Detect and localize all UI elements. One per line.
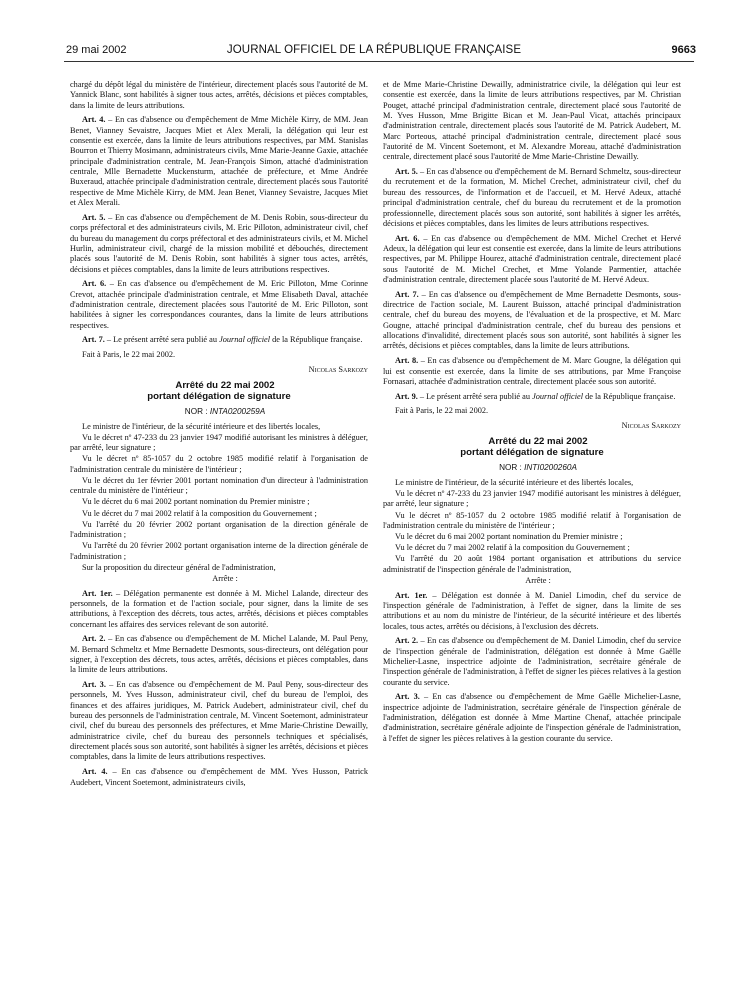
header-date: 29 mai 2002 (66, 44, 127, 56)
article (70, 279, 368, 331)
visa: Vu le décret nº 85-1057 du 2 octobre 1985 modifié relatif à l'organisation de l'administration centrale du ministère de l'intérieur ; (383, 510, 681, 530)
journal-officiel-ref: Journal officiel (532, 391, 584, 401)
visa: Le ministre de l'intérieur, de la sécurité intérieure et des libertés locales, (82, 421, 321, 431)
visas (383, 478, 681, 575)
article (70, 115, 368, 208)
article-label: Art. 1er. (395, 590, 428, 600)
article-label: Art. 2. (395, 636, 419, 646)
visa: Vu le décret du 6 mai 2002 portant nomination du Premier ministre ; (395, 532, 623, 542)
visa: Sur la proposition du directeur général de l'administration, (82, 562, 276, 572)
signature: Nicolas Sarkozy (308, 364, 368, 374)
visa: Le ministre de l'intérieur, de la sécurité intérieure et des libertés locales, (395, 477, 634, 487)
article: Art. 3. – En cas d'absence ou d'empêchement de M. Paul Peny, sous-directeur des personnels, M. Yves Husson, administrateur civil, chef du bureau de l'emploi, des finances et des affaires juridiques, M. Patrick Audebert, administrateur civil, chef du bureau des personnels de l'administration centrale, M. Vincent Soetemont, administrateur civil, chef du bureau des personnels des préfectures, et Mme Marie-Christine Dewailly, administratrice civile, chef du bureau des personnels techniques et spécialisés, directement placés sous son autorité, sont habilités à signer les arrêtés, décisions et pièces comptables, dans la limite de leurs attributions respectives. (70, 680, 368, 762)
article: Art. 7. – Le présent arrêté sera publié au Journal officiel de la République française. (82, 335, 363, 345)
visa: Vu le décret nº 85-1057 du 2 octobre 1985 modifié relatif à l'organisation de l'administration centrale du ministère de l'intérieur ; (70, 454, 368, 474)
visa: Vu l'arrêté du 20 août 1984 portant organisation et attributions du service administratif de l'inspection générale de l'administration, (383, 554, 681, 574)
visa: Vu le décret du 7 mai 2002 relatif à la composition du Gouvernement ; (395, 543, 630, 553)
arrete-heading: Arrête : (212, 573, 238, 583)
article: Art. 9. – Le présent arrêté sera publié au Journal officiel de la République française. (395, 391, 676, 401)
article-text: – En cas d'absence ou d'empêchement de M. Eric Pilloton, Mme Corinne Crevot, attachée principale d'administration centrale, et Mme Elisabeth Daval, attachée d'administration centrale, directement placées sous l'autorité de M. Eric Pilloton, sont habilitées à signer les correspondances courantes, dans la limite de leurs attributions respectives. (70, 279, 368, 330)
visa: Vu le décret du 6 mai 2002 portant nomination du Premier ministre ; (82, 497, 310, 507)
fait-a-paris: Fait à Paris, le 22 mai 2002. (82, 350, 176, 360)
article-label: Art. 5. (395, 167, 418, 177)
article-label: Art. 3. (395, 692, 420, 702)
nor-reference: NOR : INTA0200259A (184, 407, 266, 417)
signature: Nicolas Sarkozy (621, 421, 681, 431)
article-label: Art. 2. (82, 634, 106, 644)
header-rule (64, 61, 694, 62)
article: Art. 6. – En cas d'absence ou d'empêchement de MM. Michel Crechet et Hervé Adeux, la délégation qui leur est consentie est exercée, dans la limite de leurs attributions respectives, par M. Philippe Hourez, attaché d'administration centrale, directement placé sous l'autorité de M. Michel Crechet, et Mme Yolande Parmentier, attachée d'administration centrale, directement placée sous l'autorité de M. Hervé Adeux. (383, 233, 682, 284)
paragraph: chargé du dépôt légal du ministère de l'intérieur, directement placés sous l'autorité de M. Yannick Blanc, sont habilités à signer tous actes, arrêtés, décisions et pièces comptables, dans la limite de leurs attributions. (70, 80, 368, 110)
visa: Vu le décret nº 47-233 du 23 janvier 1947 modifié autorisant les ministres à déléguer, par arrêté, leur signature ; (383, 489, 681, 509)
article: Art. 2. – En cas d'absence ou d'empêchement de M. Daniel Limodin, chef du service de l'inspection générale de l'administration, délégation est donnée à Mme Gaëlle Michelier-Lasne, inspectrice adjointe de l'administration, secrétaire générale de l'inspection générale de l'administration, à l'effet de signer les pièces relatives à la gestion courante du service. (383, 636, 682, 687)
article-label: Art. 3. (82, 680, 106, 690)
paragraph: et de Mme Marie-Christine Dewailly, administratrice civile, la délégation qui leur est consentie est exercée, dans la limite de leurs attributions respectives, par M. Christian Pouget, attaché principal d'administration centrale, directement placé sous l'autorité de M. Yves Husson, Mme Brigitte Bican et M. Jean-Paul Vicat, attachés principaux d'administration centrale, directement placés sous l'autorité de M. Patrick Audebert, M. Marc Porteous, attaché principal d'administration centrale, directement placé sous l'autorité de M. Vincent Soetemont, et M. Alexandre Moreau, attaché d'administration centrale, directement placé sous l'autorité de Mme Marie-Christine Dewailly. (383, 80, 681, 162)
visas (70, 422, 368, 573)
article: Art. 7. – En cas d'absence ou d'empêchement de Mme Bernadette Desmonts, sous-directrice de l'action sociale, M. Laurent Buisson, attaché principal d'administration centrale, chef du bureau des moyens, de l'évaluation et de la prospective, et M. Marc Gougne, attaché principal d'administration centrale, chef du bureau des pensions et allocations d'invalidité, directement placés sous son autorité, sont habilités à signer les arrêtés, décisions et pièces comptables, dans la limite de leurs attributions. (383, 289, 681, 351)
fait-a-paris: Fait à Paris, le 22 mai 2002. (395, 406, 489, 416)
visa: Vu le décret du 7 mai 2002 relatif à la composition du Gouvernement ; (82, 508, 317, 518)
article-label: Art. 5. (82, 212, 106, 222)
article-text: – En cas d'absence ou d'empêchement de M. Denis Robin, sous-directeur du corps préfectoral et des administrateurs civils, M. Eric Pilloton, administrateur civil, chef du bureau du management du corps préfectoral et des administrateurs civils, et M. Michel Hurlin, administrateur civil, chargé de la mission mobilité et débouchés, directement placés sous l'autorité de M. Denis Robin, sont habilités à signer tous actes, arrêtés, décisions et pièces comptables, dans la limite de leurs attributions respectives. (70, 212, 368, 274)
visa: Vu l'arrêté du 20 février 2002 portant organisation interne de la direction générale de l'administration ; (70, 541, 368, 561)
arrete-heading: Arrête : (525, 575, 551, 585)
page-header (0, 0, 748, 60)
arrete-title: Arrêté du 22 mai 2002 portant délégation de signature (147, 379, 291, 403)
visa: Vu le décret du 1er février 2001 portant nomination d'un directeur à l'administration centrale du ministère de l'intérieur ; (70, 475, 368, 496)
article: Art. 1er. – Délégation permanente est donnée à M. Michel Lalande, directeur des personnels, de la formation et de l'action sociale, pour signer, dans la limite de ses attributions, à l'exception des décrets, tous actes, arrêtés, décisions et pièces comptables concernant les affaires des services relevant de son autorité. (70, 588, 368, 629)
article: Art. 1er. – Délégation est donnée à M. Daniel Limodin, chef du service de l'inspection générale de l'administration, à l'effet de signer, dans la limite de ses attributions et au nom du ministre de l'intérieur, de la sécurité intérieure et des libertés locales, tous actes, arrêtés ou décisions, à l'exclusion des décrets. (383, 590, 681, 631)
article-label: Art. 1er. (82, 588, 113, 598)
header-journal-title: JOURNAL OFFICIEL DE LA RÉPUBLIQUE FRANÇAISE (226, 44, 522, 56)
article-label: Art. 9. (395, 391, 418, 401)
article-label: Art. 4. (82, 115, 106, 125)
article: Art. 8. – En cas d'absence ou d'empêchement de M. Marc Gougne, la délégation qui lui est consentie est exercée, dans la limite de ses attributions, par Mme Françoise Fornasari, attachée d'administration centrale, directement placée sous son autorité. (383, 356, 681, 386)
article: Art. 5. – En cas d'absence ou d'empêchement de M. Bernard Schmeltz, sous-directeur du recrutement et de la formation, M. Michel Crechet, administrateur civil, chef du bureau des ressources, de l'information et de l'accueil, et M. Hervé Adeux, attaché principal d'administration centrale, chef du bureau du recrutement et de la promotion professionnelle, directement placés sous son autorité, sont habilités à signer les arrêtés, décisions et pièces comptables, dans les limites de leurs attributions respectives. (383, 167, 681, 228)
article: Art. 4. – En cas d'absence ou d'empêchement de MM. Yves Husson, Patrick Audebert, Vincent Soetemont, administrateurs civils, (70, 767, 369, 787)
article-label: Art. 4. (82, 767, 108, 777)
article-label: Art. 6. (82, 279, 107, 289)
nor-reference: NOR : INTI0200260A (499, 463, 577, 473)
article-text: – En cas d'absence ou d'empêchement de Mme Michèle Kirry, de MM. Jean Benet, Vianney Sevaistre, Jacques Miet et Alex Merali, la délégation qui leur est consentie est exercée, dans la limite de leurs attributions respectives, par MM. Stanislas Bourron et Thierry Mosimann, administrateurs civils, Mme Marie-Jeanne Gaxie, attachée principale d'administration centrale, M. Jean-François Simon, attaché d'administration centrale, Mlle Bernadette Muckensturm, attachée de préfecture, et Mme Andrée Buxeraud, attachée principale d'administration centrale, directement placés sous l'autorité respective de Mme Michèle Kirry, de MM. Jean Benet, Vianney Sevaistre, Jacques Miet et Alex Merali. (70, 115, 368, 208)
visa: Vu l'arrêté du 20 février 2002 portant organisation de la direction générale de l'administration ; (70, 519, 368, 540)
arrete-title: Arrêté du 22 mai 2002 portant délégation de signature (460, 435, 604, 459)
journal-officiel-ref: Journal officiel (219, 335, 271, 345)
article-label: Art. 7. (395, 289, 419, 299)
article-label: Art. 6. (395, 233, 420, 243)
visa: Vu le décret nº 47-233 du 23 janvier 1947 modifié autorisant les ministres à déléguer, par arrêté, leur signature ; (70, 432, 368, 453)
header-page-number: 9663 (671, 44, 696, 56)
right-column (383, 80, 681, 749)
article-label: Art. 8. (395, 356, 419, 366)
article (70, 213, 368, 275)
article-label: Art. 7. (82, 335, 105, 345)
left-column (70, 80, 368, 792)
article: Art. 2. – En cas d'absence ou d'empêchement de M. Michel Lalande, M. Paul Peny, M. Bernard Schmeltz et Mme Bernadette Desmonts, sous-directeurs, ont délégation pour signer, à l'exception des décrets, tous actes, arrêtés, décisions et pièces comptables, dans la limite de leurs attributions. (70, 634, 368, 675)
article: Art. 3. – En cas d'absence ou d'empêchement de Mme Gaëlle Michelier-Lasne, inspectrice adjointe de l'administration, secrétaire générale de l'inspection générale de l'administration, délégation est donnée à Mme Martine Chenaf, attachée principale d'administration, secrétaire générale adjointe de l'inspection générale de l'administration, à l'effet de signer les pièces relatives à la gestion courante du service. (383, 692, 681, 743)
